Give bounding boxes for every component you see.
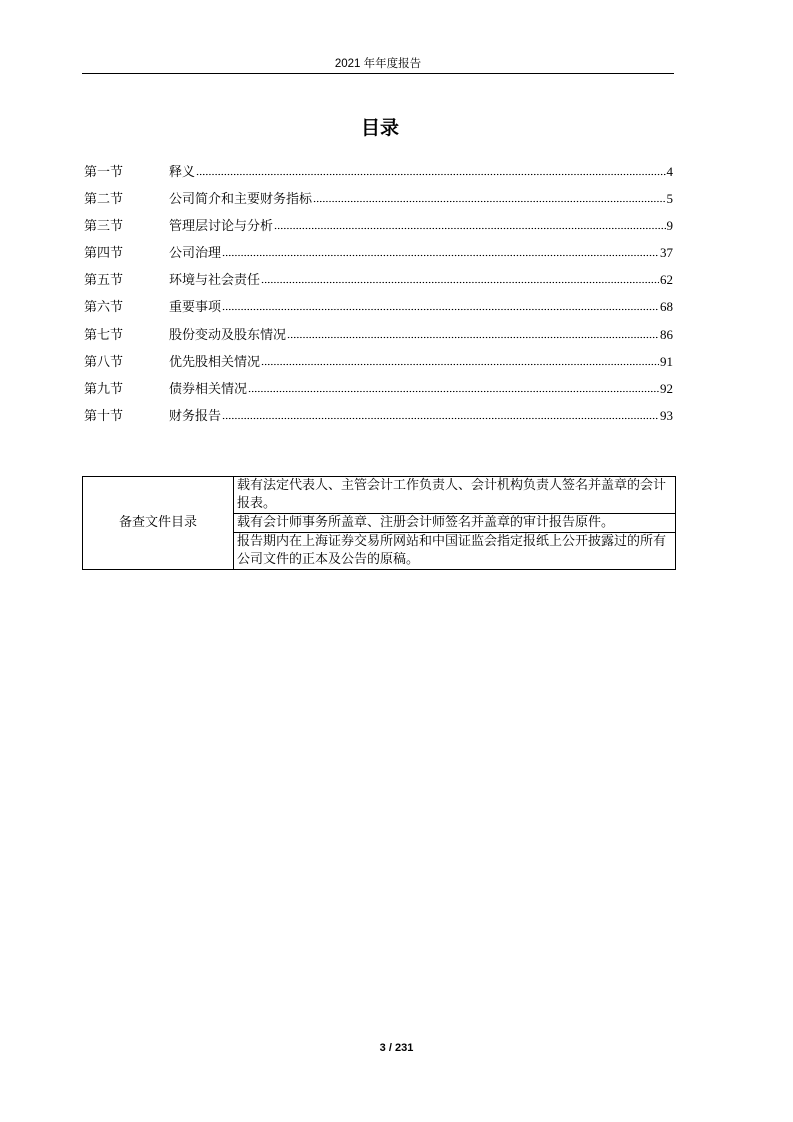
page-number: 3 / 231 [379, 1042, 414, 1054]
toc-title: 目录 [360, 117, 399, 139]
toc-page-number: 37 [660, 245, 673, 261]
toc-section-name: 公司治理 [169, 246, 222, 262]
reference-document-item: 报告期内在上海证券交易所网站和中国证监会指定报纸上公开披露过的所有公司文件的正本及公告的原稿。 [234, 533, 676, 570]
toc-section-number: 第二节 [84, 192, 124, 208]
toc-section-number: 第七节 [84, 327, 124, 343]
toc-entry[interactable] [84, 161, 673, 188]
toc-dot-leader [222, 246, 659, 257]
toc-section-name: 释义 [169, 165, 196, 180]
toc-entry[interactable] [84, 405, 673, 432]
toc-dot-leader [261, 355, 659, 366]
toc-dot-leader [222, 409, 659, 420]
toc-section-name: 重要事项 [169, 300, 222, 316]
toc-page-number: 68 [660, 299, 673, 315]
toc-entry[interactable] [84, 242, 673, 269]
report-header-title: 2021 年年度报告 [334, 58, 422, 70]
toc-page-number: 4 [666, 164, 673, 179]
toc-dot-leader [248, 382, 659, 393]
toc-section-name: 优先股相关情况 [169, 354, 261, 370]
reference-documents-table [82, 476, 676, 570]
toc-dot-leader [222, 300, 659, 311]
toc-section-number: 第九节 [84, 381, 124, 397]
toc-dot-leader [313, 192, 665, 203]
toc-section-name: 股份变动及股东情况 [169, 327, 287, 343]
reference-document-item: 载有会计师事务所盖章、注册会计师签名并盖章的审计报告原件。 [234, 514, 676, 533]
toc-page-number: 9 [666, 218, 673, 234]
toc-section-number: 第四节 [84, 246, 124, 262]
toc-dot-leader [196, 165, 665, 176]
toc-section-name: 财务报告 [169, 408, 222, 424]
toc-section-number: 第三节 [84, 219, 124, 235]
toc-page-number: 86 [660, 326, 673, 342]
toc-entry[interactable] [84, 269, 673, 296]
toc-dot-leader [274, 219, 665, 230]
toc-section-name: 环境与社会责任 [169, 273, 261, 289]
toc-section-number: 第八节 [84, 354, 124, 370]
table-row [83, 477, 676, 514]
toc-dot-leader [287, 328, 659, 339]
toc-entry[interactable] [84, 215, 673, 242]
toc-section-name: 债券相关情况 [169, 381, 248, 397]
toc-section-number: 第五节 [84, 273, 124, 289]
toc-dot-leader [261, 273, 659, 284]
toc-entry[interactable] [84, 324, 673, 351]
toc-entry[interactable] [84, 351, 673, 378]
toc-page-number: 5 [666, 191, 673, 207]
toc-section-number: 第一节 [84, 165, 124, 180]
reference-documents-label: 备查文件目录 [83, 477, 234, 570]
toc-page-number: 91 [660, 353, 673, 369]
toc-page-number: 62 [660, 272, 673, 288]
toc-entry[interactable] [84, 378, 673, 405]
toc-entry[interactable] [84, 188, 673, 215]
toc-section-number: 第六节 [84, 300, 124, 316]
header-divider [82, 73, 674, 74]
toc-section-number: 第十节 [84, 408, 124, 424]
reference-document-item: 载有法定代表人、主管会计工作负责人、会计机构负责人签名并盖章的会计报表。 [234, 477, 676, 514]
toc-entry[interactable] [84, 296, 673, 323]
toc-page-number: 93 [660, 407, 673, 423]
toc-section-name: 公司简介和主要财务指标 [169, 192, 313, 208]
table-of-contents [84, 161, 673, 432]
toc-section-name: 管理层讨论与分析 [169, 219, 274, 235]
toc-page-number: 92 [660, 380, 673, 396]
